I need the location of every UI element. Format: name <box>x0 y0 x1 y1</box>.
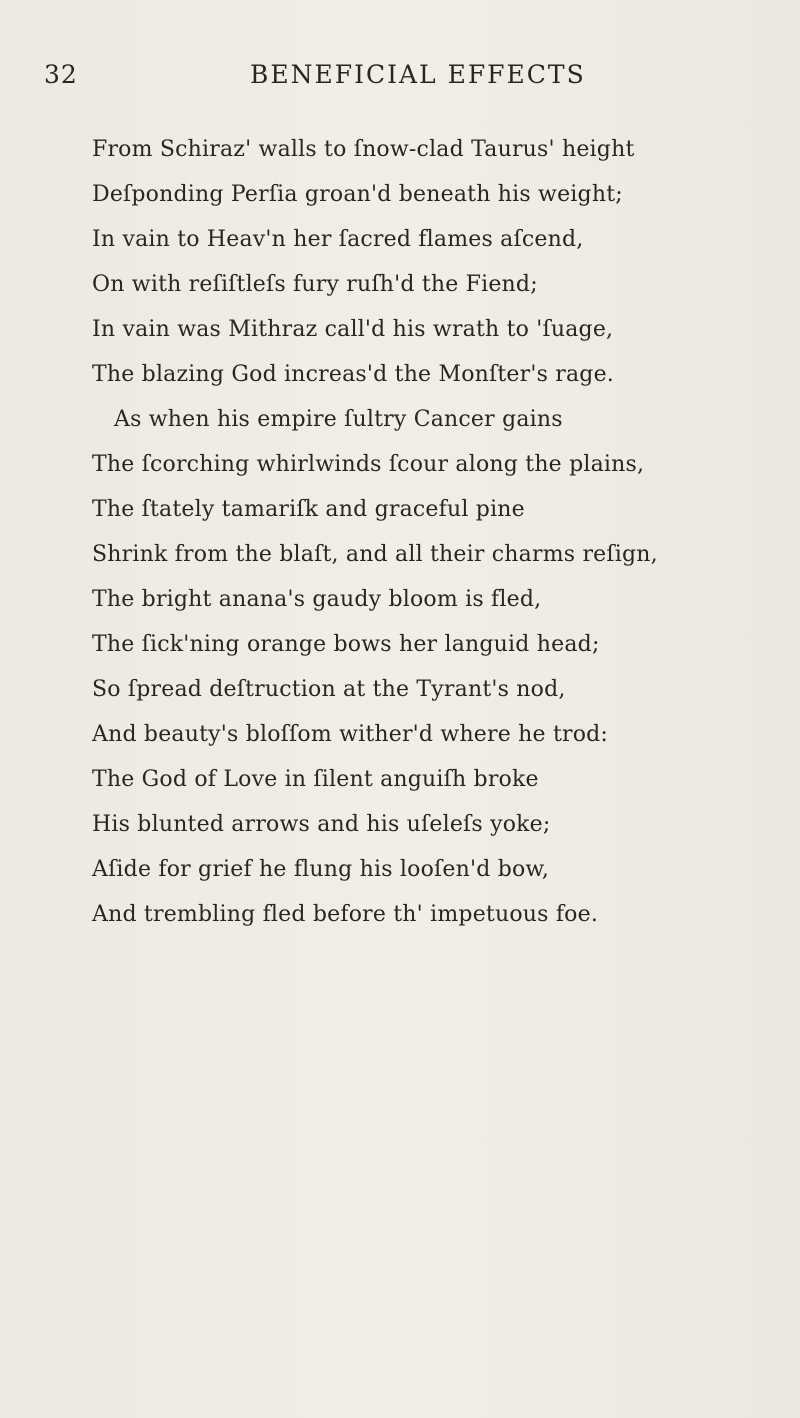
poem-line: The ſick'ning orange bows her languid head; <box>92 632 600 657</box>
poem-line: And beauty's bloſſom wither'd where he trod: <box>92 722 609 747</box>
poem-line: As when his empire ſultry Cancer gains <box>114 407 563 432</box>
poem-line: Shrink from the blaſt, and all their charms reſign, <box>92 542 658 567</box>
poem-line: And trembling fled before th' impetuous foe. <box>92 902 599 927</box>
poem-line: The ſcorching whirlwinds ſcour along the plains, <box>92 452 645 477</box>
poem-line: So ſpread deſtruction at the Tyrant's nod, <box>92 677 566 702</box>
poem-line: Deſponding Perſia groan'd beneath his weight; <box>92 182 623 207</box>
poem-line: In vain to Heav'n her ſacred flames aſcend, <box>92 227 584 252</box>
poem-line: The God of Love in ſilent anguiſh broke <box>92 767 539 792</box>
poem-line: On with reſiſtleſs fury ruſh'd the Fiend; <box>92 272 538 297</box>
poem-line: The blazing God increas'd the Monſter's rage. <box>92 362 614 387</box>
page-number: 32 <box>44 60 78 89</box>
poem-line: Aſide for grief he flung his looſen'd bow, <box>92 857 550 882</box>
page-header <box>44 60 724 100</box>
poem-line: From Schiraz' walls to ſnow-clad Taurus' height <box>92 137 635 162</box>
poem-line: In vain was Mithraz call'd his wrath to 'ſuage, <box>92 317 614 342</box>
poem-line: The ſtately tamariſk and graceful pine <box>92 497 525 522</box>
running-head: BENEFICIAL EFFECTS <box>250 60 586 89</box>
poem-line: The bright anana's gaudy bloom is fled, <box>92 587 542 612</box>
poem-line: His blunted arrows and his uſeleſs yoke; <box>92 812 551 837</box>
